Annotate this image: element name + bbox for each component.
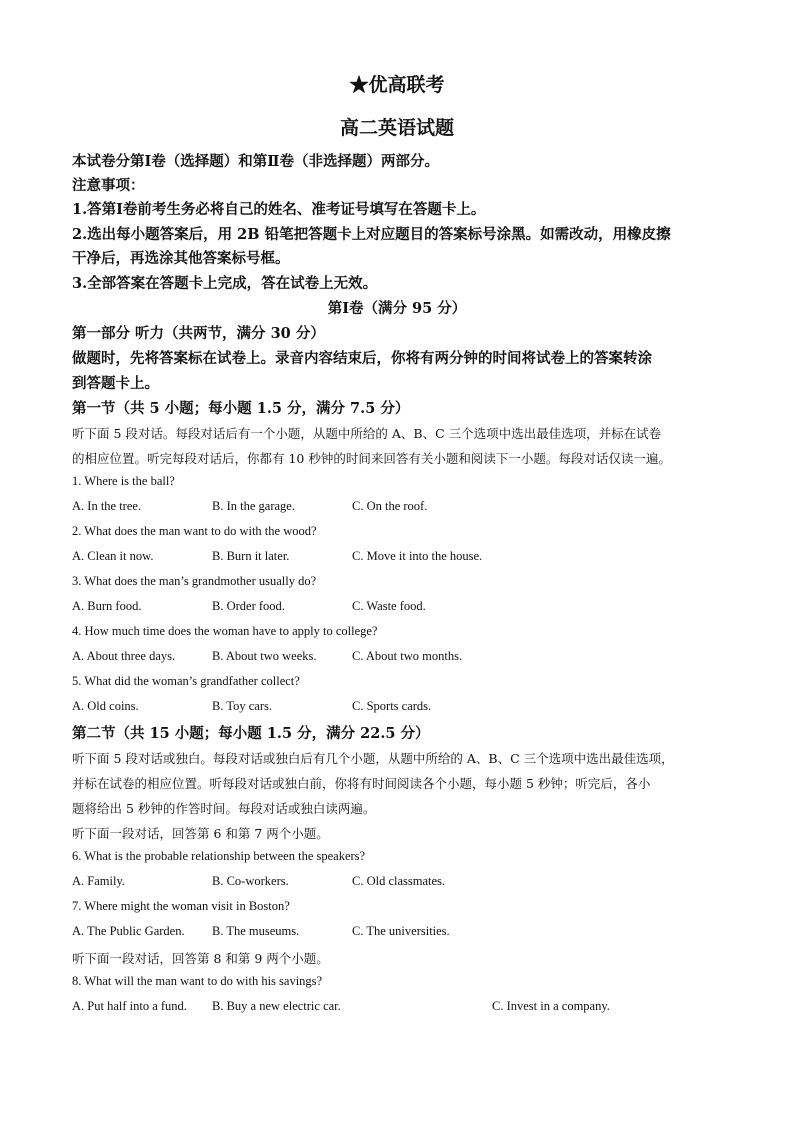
part-1-instr-line-1: 做题时，先将答案标在试卷上。录音内容结束后，你将有两分钟的时间将试卷上的答案转涂 [72, 350, 652, 367]
q2-option-b: B. Burn it later. [212, 549, 290, 563]
section-1-instr-line-1: 听下面 5 段对话。每段对话后有一个小题，从题中所给的 A、B、C 三个选项中选出最佳选项，并标在试卷 [72, 426, 662, 441]
q7-option-b: B. The museums. [212, 924, 300, 938]
question-5: 5. What did the woman’s grandfather collect? [72, 674, 300, 688]
q7-option-a: A. The Public Garden. [72, 924, 185, 938]
q6-option-c: C. Old classmates. [352, 874, 446, 888]
section-2-title: 第二节（共 15 小题；每小题 1.5 分，满分 22.5 分） [72, 725, 430, 742]
group-2-instr: 听下面一段对话，回答第 8 和第 9 两个小题。 [72, 951, 329, 966]
q4-option-b: B. About two weeks. [212, 649, 317, 663]
q3-option-a: A. Burn food. [72, 599, 142, 613]
volume-1-title: 第Ⅰ卷（满分 95 分） [327, 300, 467, 317]
section-2-instr-line-2: 并标在试卷的相应位置。听每段对话或独白前，你将有时间阅读各个小题，每小题 5 秒钟；听完后，各小 [72, 776, 651, 791]
section-1-title: 第一节（共 5 小题；每小题 1.5 分，满分 7.5 分） [72, 400, 410, 417]
q8-option-b: B. Buy a new electric car. [212, 999, 341, 1013]
q3-option-c: C. Waste food. [352, 599, 426, 613]
q4-option-c: C. About two months. [352, 649, 463, 663]
question-2: 2. What does the man want to do with the wood? [72, 524, 317, 538]
section-2-instr-line-3: 题将给出 5 秒钟的作答时间。每段对话或独白读两遍。 [72, 801, 376, 816]
question-7: 7. Where might the woman visit in Boston? [72, 899, 290, 913]
question-6: 6. What is the probable relationship between the speakers? [72, 849, 366, 863]
q2-option-a: A. Clean it now. [72, 549, 154, 563]
q8-option-c: C. Invest in a company. [492, 999, 610, 1013]
exam-summary: 本试卷分第Ⅰ卷（选择题）和第Ⅱ卷（非选择题）两部分。 [72, 153, 440, 170]
question-3: 3. What does the man’s grandmother usually do? [72, 574, 317, 588]
question-8: 8. What will the man want to do with his savings? [72, 974, 323, 988]
q4-option-a: A. About three days. [72, 649, 176, 663]
q6-option-b: B. Co-workers. [212, 874, 289, 888]
note-2-line-1: 2.选出每小题答案后，用 2B 铅笔把答题卡上对应题目的答案标号涂黑。如需改动，用橡皮擦 [72, 226, 671, 243]
note-3: 3.全部答案在答题卡上完成，答在试卷上无效。 [72, 275, 378, 292]
q1-option-a: A. In the tree. [72, 499, 142, 513]
q8-option-a: A. Put half into a fund. [72, 999, 187, 1013]
q3-option-b: B. Order food. [212, 599, 285, 613]
q7-option-c: C. The universities. [352, 924, 450, 938]
q2-option-c: C. Move it into the house. [352, 549, 483, 563]
q1-option-b: B. In the garage. [212, 499, 295, 513]
note-2-line-2: 干净后，再选涂其他答案标号框。 [72, 250, 290, 267]
question-1: 1. Where is the ball? [72, 474, 175, 488]
section-1-instr-line-2: 的相应位置。听完每段对话后，你都有 10 秒钟的时间来回答有关小题和阅读下一小题。每段对话仅读一遍。 [72, 451, 671, 466]
q5-option-a: A. Old coins. [72, 699, 139, 713]
exam-org-title: ★优高联考 [349, 74, 445, 96]
q6-option-a: A. Family. [72, 874, 126, 888]
q5-option-c: C. Sports cards. [352, 699, 432, 713]
section-2-instr-line-1: 听下面 5 段对话或独白。每段对话或独白后有几个小题，从题中所给的 A、B、C 三个选项中选出最佳选项， [72, 751, 674, 766]
exam-title: 高二英语试题 [339, 117, 454, 139]
notes-title: 注意事项： [72, 177, 145, 194]
q1-option-c: C. On the roof. [352, 499, 428, 513]
part-1-title: 第一部分 听力（共两节，满分 30 分） [72, 325, 325, 342]
q5-option-b: B. Toy cars. [212, 699, 272, 713]
part-1-instr-line-2: 到答题卡上。 [72, 375, 159, 392]
note-1: 1.答第Ⅰ卷前考生务必将自己的姓名、准考证号填写在答题卡上。 [72, 201, 486, 218]
question-4: 4. How much time does the woman have to apply to college? [72, 624, 378, 638]
group-1-instr: 听下面一段对话，回答第 6 和第 7 两个小题。 [72, 826, 329, 841]
